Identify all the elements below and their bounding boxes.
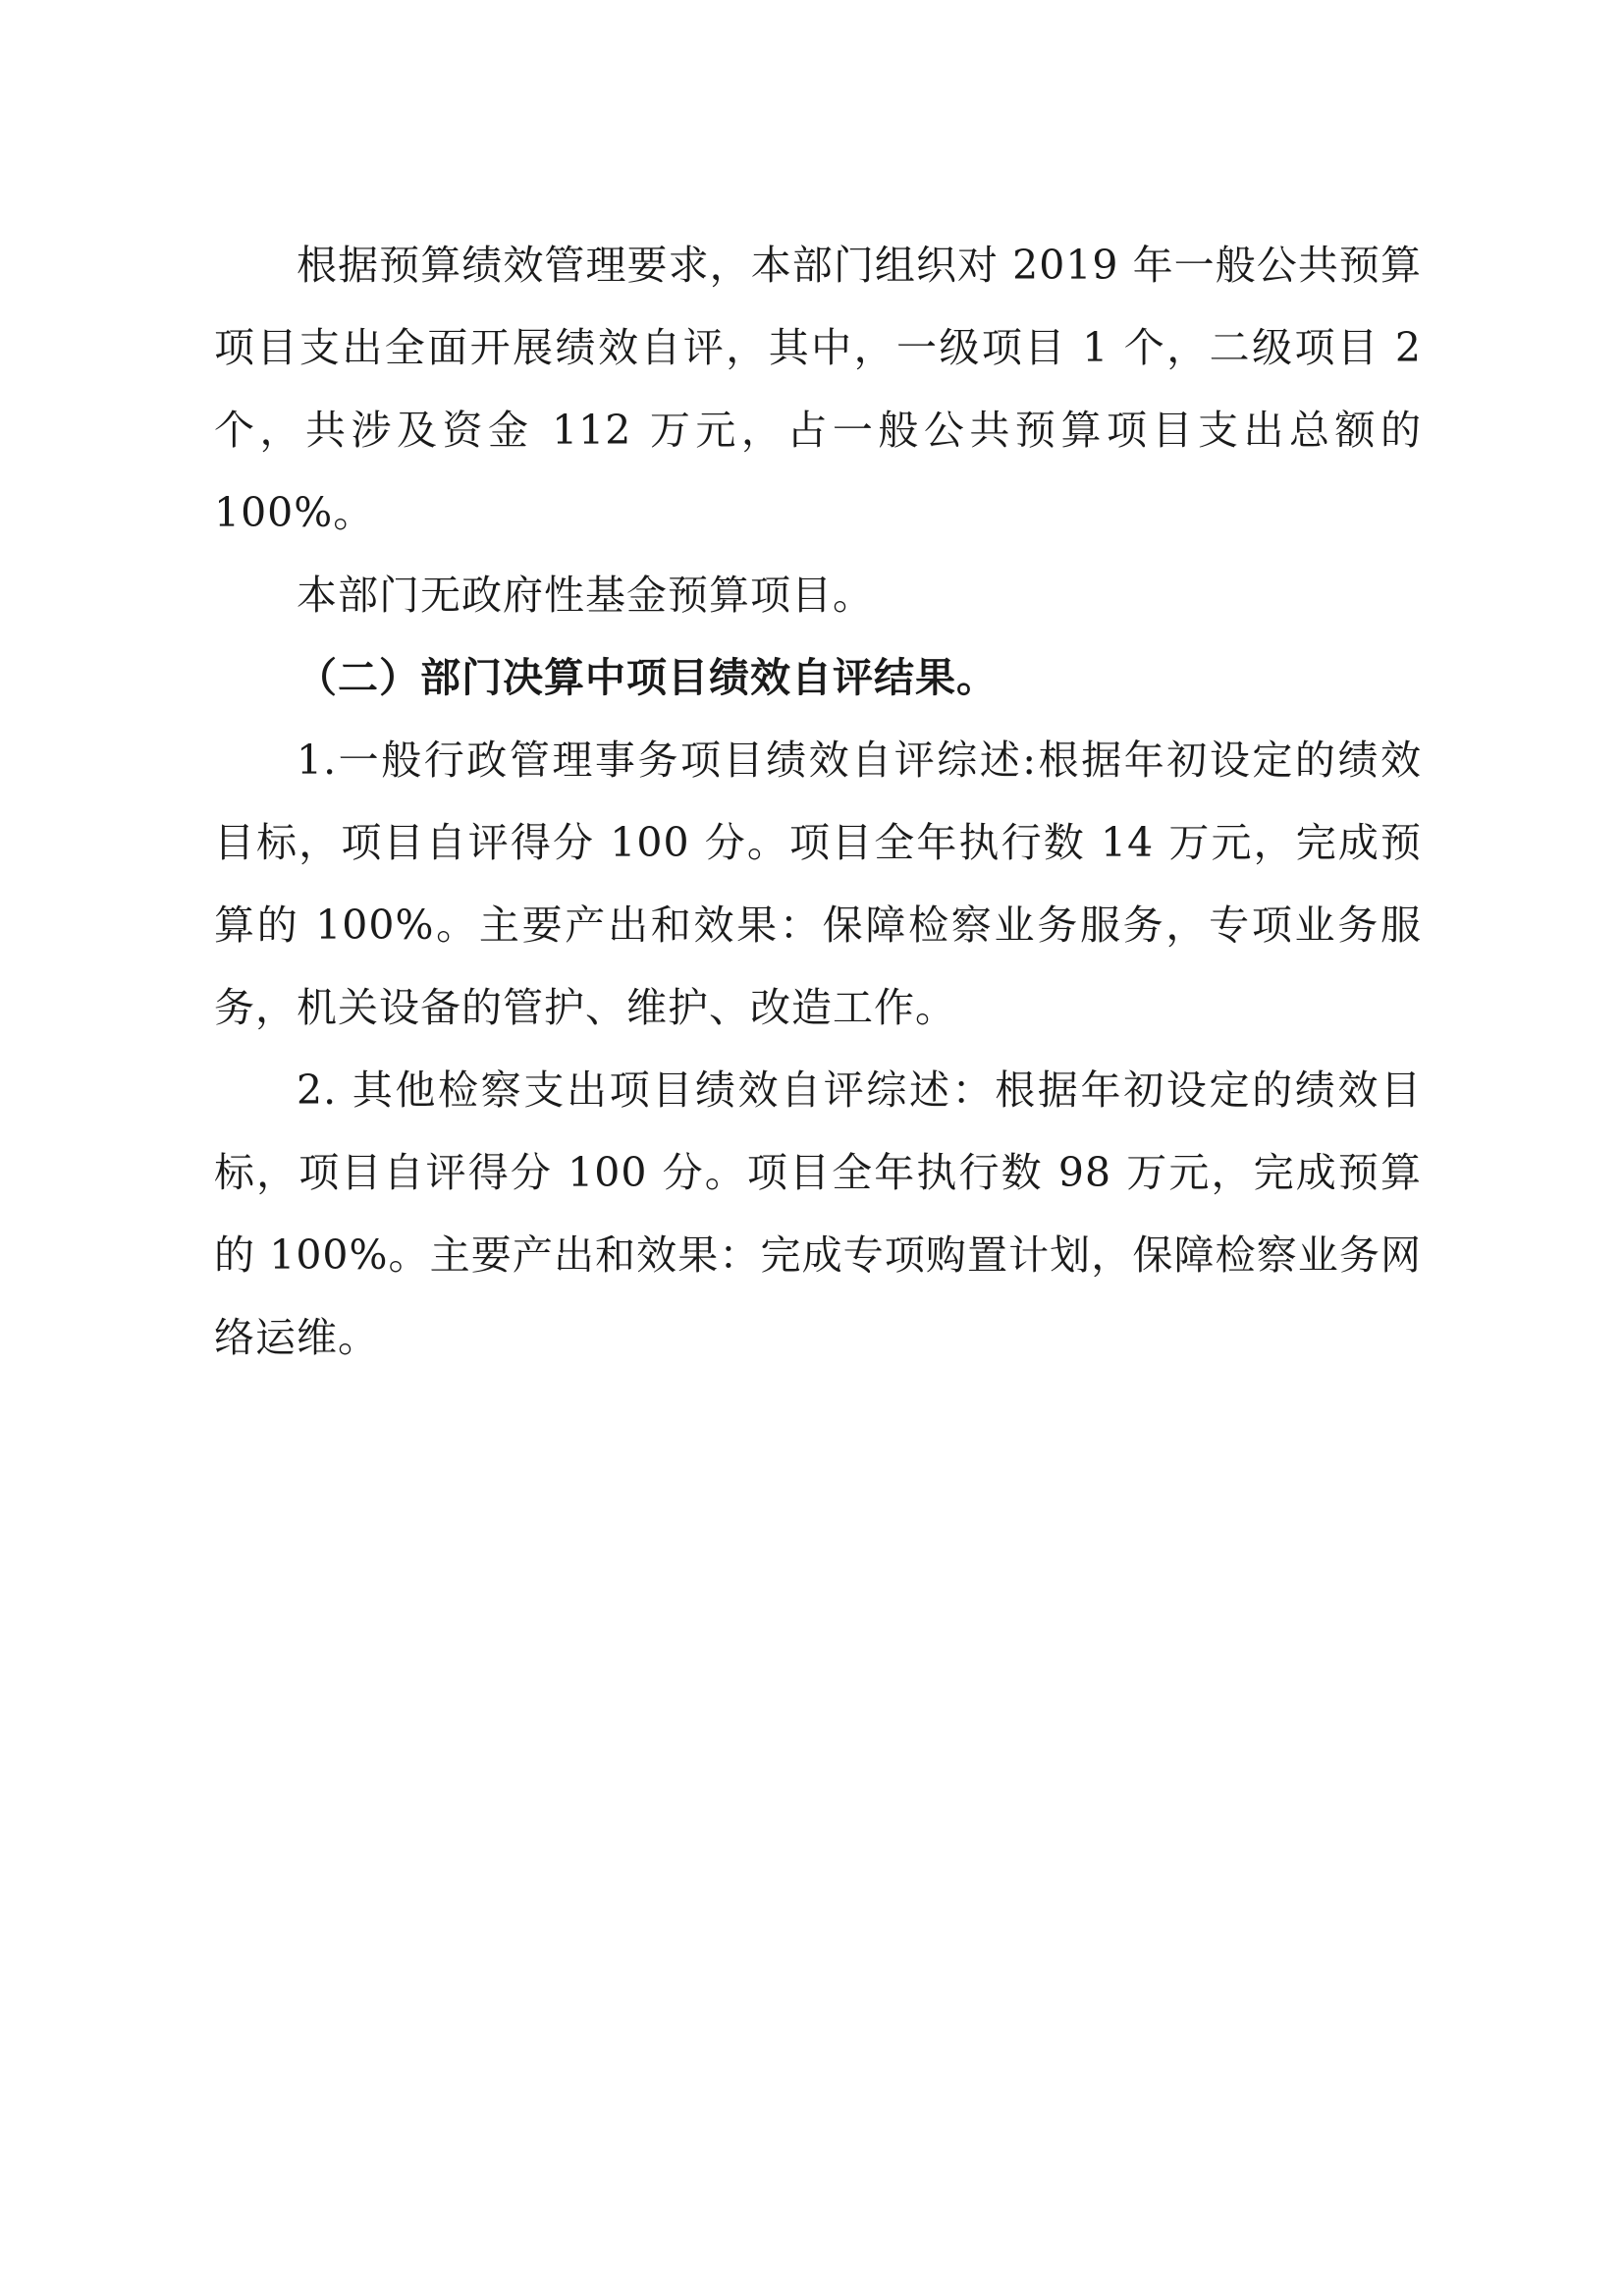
- section-heading: （二）部门决算中项目绩效自评结果。: [297, 654, 998, 701]
- item-general-admin: 1.一般行政管理事务项目绩效自评综述:根据年初设定的绩效目标，项目自评得分 100 分。项目全年执行数 14 万元，完成预算的 100%。主要产出和效果：保障检察业务服务，专项业务服务，机关设备的管护、维护、改造工作。: [214, 737, 1422, 1031]
- document-body: [214, 224, 1422, 1379]
- paragraph-performance-evaluation: 根据预算绩效管理要求，本部门组织对 2019 年一般公共预算项目支出全面开展绩效自评，其中，一级项目 1 个，二级项目 2 个，共涉及资金 112 万元，占一般公共预算项目支出总额的 100%。: [214, 242, 1422, 536]
- paragraph-no-fund-projects: 本部门无政府性基金预算项目。: [297, 572, 874, 619]
- item-other-procuratorial: 2. 其他检察支出项目绩效自评综述：根据年初设定的绩效目标，项目自评得分 100 分。项目全年执行数 98 万元，完成预算的 100%。主要产出和效果：完成专项购置计划，保障检察业务网络运维。: [214, 1066, 1422, 1361]
